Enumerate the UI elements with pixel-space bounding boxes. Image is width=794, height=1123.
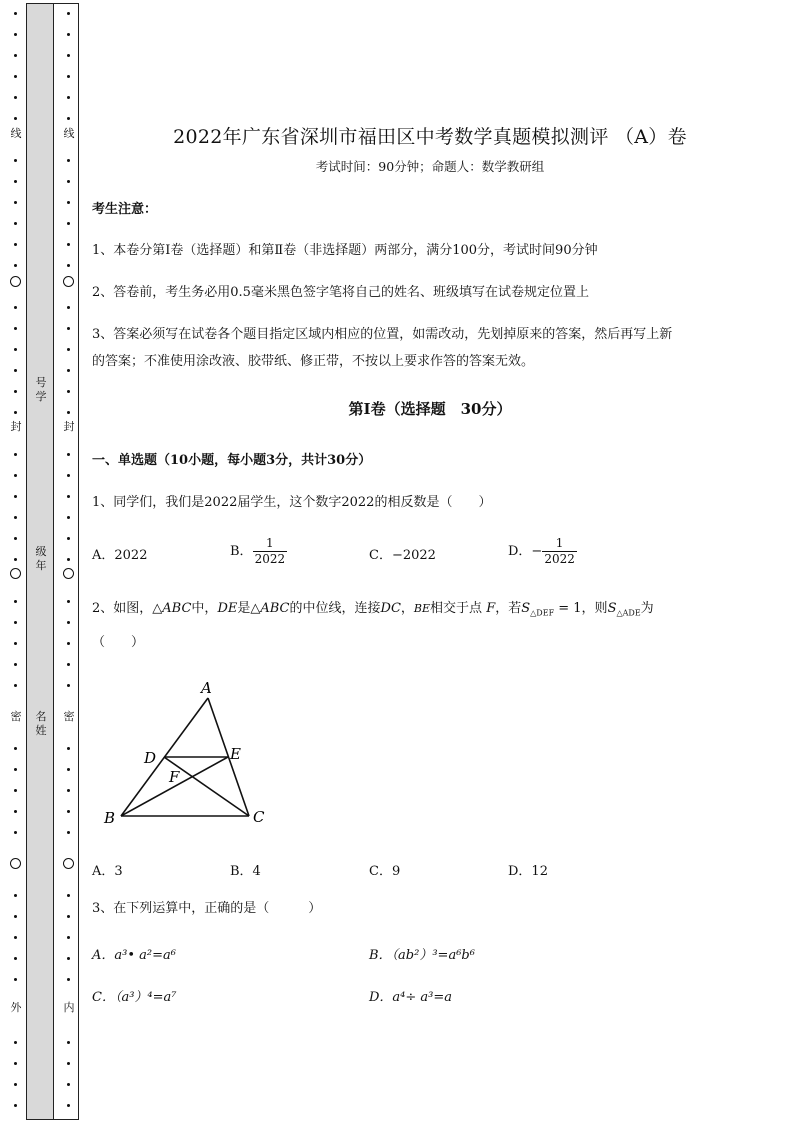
seal-dot bbox=[14, 306, 17, 309]
seal-dot bbox=[67, 768, 70, 771]
q2-text-3: 是 bbox=[237, 601, 251, 616]
seal-dot bbox=[14, 1104, 17, 1107]
seal-dot bbox=[67, 453, 70, 456]
q2-option-d: D．12 bbox=[508, 864, 548, 879]
q2-text-8: 为 bbox=[640, 601, 654, 616]
part-heading: 一、单选题（10小题，每小题3分，共计30分） bbox=[92, 453, 372, 468]
seal-dot bbox=[14, 495, 17, 498]
seal-dot bbox=[67, 558, 70, 561]
q2-answer-blank: （ ） bbox=[92, 635, 145, 650]
q1-option-b-denominator: 2022 bbox=[254, 552, 286, 566]
seal-circle bbox=[10, 276, 21, 287]
q2-text-5: ， bbox=[400, 601, 414, 616]
q2-triangle-abc: △ABC bbox=[152, 601, 192, 616]
seal-mark: 内 bbox=[61, 1001, 77, 1014]
seal-dot bbox=[67, 663, 70, 666]
q1-option-b-prefix: B． bbox=[230, 544, 253, 559]
seal-circle bbox=[10, 858, 21, 869]
q2-equation: = 1，则 bbox=[554, 601, 608, 616]
q2-triangle-figure bbox=[95, 675, 285, 830]
seal-dot bbox=[14, 600, 17, 603]
seal-dot bbox=[67, 54, 70, 57]
q2-option-b: B．4 bbox=[230, 864, 261, 879]
seal-mark: 线 bbox=[8, 127, 24, 140]
point-d-label: D bbox=[144, 749, 157, 767]
segment-be bbox=[121, 757, 228, 816]
seal-dot bbox=[67, 495, 70, 498]
q2-segment-de: DE bbox=[217, 601, 238, 616]
seal-dot bbox=[67, 159, 70, 162]
q2-area-def-subscript: △DEF bbox=[530, 608, 555, 618]
seal-dot bbox=[14, 642, 17, 645]
seal-dot bbox=[14, 180, 17, 183]
q1-option-c: C．−2022 bbox=[369, 548, 436, 563]
q1-option-d-numerator: 1 bbox=[555, 536, 564, 550]
seal-dot bbox=[67, 75, 70, 78]
q2-area-ade-subscript: △ADE bbox=[616, 608, 641, 618]
q2-option-c: C．9 bbox=[369, 864, 401, 879]
seal-dot bbox=[67, 1041, 70, 1044]
notice-item-2: 2、答卷前，考生务必用0.5毫米黑色签字笔将自己的姓名、班级填写在试卷规定位置上 bbox=[92, 285, 589, 300]
q1-stem: 1、同学们，我们是2022届学生，这个数字2022的相反数是（ ） bbox=[92, 495, 492, 510]
q2-text-6: 相交于点 bbox=[430, 601, 483, 616]
seal-dot bbox=[14, 264, 17, 267]
q3-option-a: A．a³• a²=a⁶ bbox=[92, 948, 176, 963]
q1-option-d-fraction bbox=[542, 536, 577, 567]
q2-point-f: F bbox=[486, 601, 496, 616]
seal-dot bbox=[67, 621, 70, 624]
seal-dot bbox=[67, 600, 70, 603]
seal-dot bbox=[67, 327, 70, 330]
seal-dot bbox=[14, 684, 17, 687]
seal-dot bbox=[67, 684, 70, 687]
q2-text-2: 中， bbox=[191, 601, 218, 616]
point-e-label: E bbox=[230, 745, 241, 763]
q2-stem bbox=[92, 595, 654, 627]
seal-dot bbox=[14, 348, 17, 351]
seal-dot bbox=[67, 978, 70, 981]
q3-option-c: C．（a³）⁴=a⁷ bbox=[92, 990, 177, 1005]
seal-dot bbox=[67, 264, 70, 267]
notice-item-1: 1、本卷分第I卷（选择题）和第Ⅱ卷（非选择题）两部分，满分100分，考试时间90分钟 bbox=[92, 243, 598, 258]
seal-dot bbox=[67, 831, 70, 834]
seal-dot bbox=[14, 894, 17, 897]
seal-circle bbox=[10, 568, 21, 579]
q2-text-1: 2、如图， bbox=[92, 601, 153, 616]
name-label: 名姓 bbox=[35, 710, 47, 737]
q3-option-b: B．（ab²）³=a⁶b⁶ bbox=[369, 948, 475, 963]
point-f-label: F bbox=[169, 768, 180, 786]
seal-dot bbox=[14, 390, 17, 393]
seal-dot bbox=[67, 201, 70, 204]
notice-item-3-line1: 3、答案必须写在试卷各个题目指定区域内相应的位置，如需改动，先划掉原来的答案，然后再写上新 bbox=[92, 327, 673, 342]
q1-option-a: A．2022 bbox=[92, 548, 148, 563]
exam-title: 2022年广东省深圳市福田区中考数学真题模拟测评 （A）卷 bbox=[173, 126, 687, 148]
seal-dot bbox=[67, 516, 70, 519]
q3-stem: 3、在下列运算中，正确的是（ ） bbox=[92, 901, 322, 916]
seal-mark: 外 bbox=[8, 1001, 24, 1014]
q1-option-b-fraction bbox=[253, 536, 288, 567]
seal-dot bbox=[14, 96, 17, 99]
student-id-label: 号学 bbox=[35, 376, 47, 403]
seal-dot bbox=[14, 810, 17, 813]
right-seal-dots bbox=[63, 0, 75, 1123]
seal-dot bbox=[67, 936, 70, 939]
q3-option-d: D．a⁴÷ a³=a bbox=[369, 990, 453, 1005]
seal-dot bbox=[67, 180, 70, 183]
seal-dot bbox=[14, 957, 17, 960]
seal-dot bbox=[14, 369, 17, 372]
seal-dot bbox=[67, 474, 70, 477]
seal-dot bbox=[67, 1083, 70, 1086]
seal-dot bbox=[14, 327, 17, 330]
seal-dot bbox=[14, 1062, 17, 1065]
seal-dot bbox=[67, 894, 70, 897]
seal-dot bbox=[67, 348, 70, 351]
seal-mark: 密 bbox=[61, 710, 77, 723]
seal-dot bbox=[67, 642, 70, 645]
seal-dot bbox=[14, 537, 17, 540]
notice-item-3-line2: 的答案；不准使用涂改液、胶带纸、修正带，不按以上要求作答的答案无效。 bbox=[92, 354, 535, 369]
seal-dot bbox=[14, 12, 17, 15]
q2-segment-be: BE bbox=[413, 602, 431, 615]
seal-circle bbox=[63, 276, 74, 287]
q2-text-7: ，若 bbox=[495, 601, 522, 616]
seal-mark: 封 bbox=[8, 420, 24, 433]
exam-subtitle: 考试时间：90分钟；命题人：数学教研组 bbox=[315, 159, 545, 174]
q2-area-def-symbol: S bbox=[521, 601, 531, 616]
seal-dot bbox=[14, 201, 17, 204]
seal-dot bbox=[14, 411, 17, 414]
seal-dot bbox=[14, 117, 17, 120]
q1-option-d bbox=[508, 536, 577, 567]
seal-dot bbox=[14, 1041, 17, 1044]
seal-dot bbox=[14, 75, 17, 78]
segment-dc bbox=[164, 757, 249, 816]
seal-dot bbox=[67, 117, 70, 120]
seal-dot bbox=[67, 915, 70, 918]
seal-dot bbox=[14, 516, 17, 519]
seal-dot bbox=[67, 789, 70, 792]
section-title: 第I卷（选择题 30分） bbox=[348, 400, 512, 418]
seal-dot bbox=[14, 159, 17, 162]
seal-dot bbox=[67, 537, 70, 540]
seal-dot bbox=[14, 915, 17, 918]
seal-dot bbox=[14, 33, 17, 36]
seal-dot bbox=[67, 1062, 70, 1065]
q1-option-b bbox=[230, 536, 287, 567]
left-seal-dots bbox=[10, 0, 22, 1123]
seal-dot bbox=[14, 831, 17, 834]
seal-dot bbox=[14, 474, 17, 477]
seal-dot bbox=[14, 663, 17, 666]
q2-option-a: A．3 bbox=[92, 864, 123, 879]
seal-dot bbox=[67, 411, 70, 414]
seal-dot bbox=[14, 936, 17, 939]
seal-dot bbox=[67, 1104, 70, 1107]
seal-circle bbox=[63, 858, 74, 869]
seal-dot bbox=[67, 96, 70, 99]
q2-segment-dc: DC bbox=[380, 601, 401, 616]
q1-option-d-denominator: 2022 bbox=[544, 552, 575, 566]
q2-text-4: 的中位线，连接 bbox=[289, 601, 381, 616]
seal-dot bbox=[14, 558, 17, 561]
seal-dot bbox=[67, 243, 70, 246]
seal-dot bbox=[67, 222, 70, 225]
seal-dot bbox=[14, 978, 17, 981]
q1-option-b-numerator: 1 bbox=[266, 536, 274, 550]
seal-dot bbox=[14, 222, 17, 225]
seal-dot bbox=[14, 243, 17, 246]
seal-dot bbox=[14, 1083, 17, 1086]
seal-dot bbox=[14, 789, 17, 792]
q2-area-ade-symbol: S bbox=[607, 601, 617, 616]
q1-option-d-prefix: D．− bbox=[508, 544, 543, 559]
seal-dot bbox=[67, 810, 70, 813]
seal-dot bbox=[67, 306, 70, 309]
q2-triangle-abc-2: △ABC bbox=[250, 601, 290, 616]
seal-dot bbox=[14, 747, 17, 750]
seal-dot bbox=[67, 33, 70, 36]
seal-dot bbox=[14, 54, 17, 57]
seal-mark: 密 bbox=[8, 710, 24, 723]
seal-mark: 线 bbox=[61, 127, 77, 140]
seal-dot bbox=[67, 12, 70, 15]
grade-label: 级年 bbox=[35, 545, 47, 572]
seal-mark: 封 bbox=[61, 420, 77, 433]
seal-dot bbox=[67, 369, 70, 372]
seal-dot bbox=[67, 390, 70, 393]
notice-heading: 考生注意： bbox=[92, 202, 158, 217]
seal-dot bbox=[14, 768, 17, 771]
vertex-a-label: A bbox=[201, 679, 212, 697]
vertex-b-label: B bbox=[104, 809, 116, 827]
seal-dot bbox=[67, 747, 70, 750]
seal-dot bbox=[14, 453, 17, 456]
seal-dot bbox=[67, 957, 70, 960]
seal-circle bbox=[63, 568, 74, 579]
seal-dot bbox=[14, 621, 17, 624]
vertex-c-label: C bbox=[253, 808, 265, 826]
binding-margin-divider bbox=[53, 4, 54, 1119]
